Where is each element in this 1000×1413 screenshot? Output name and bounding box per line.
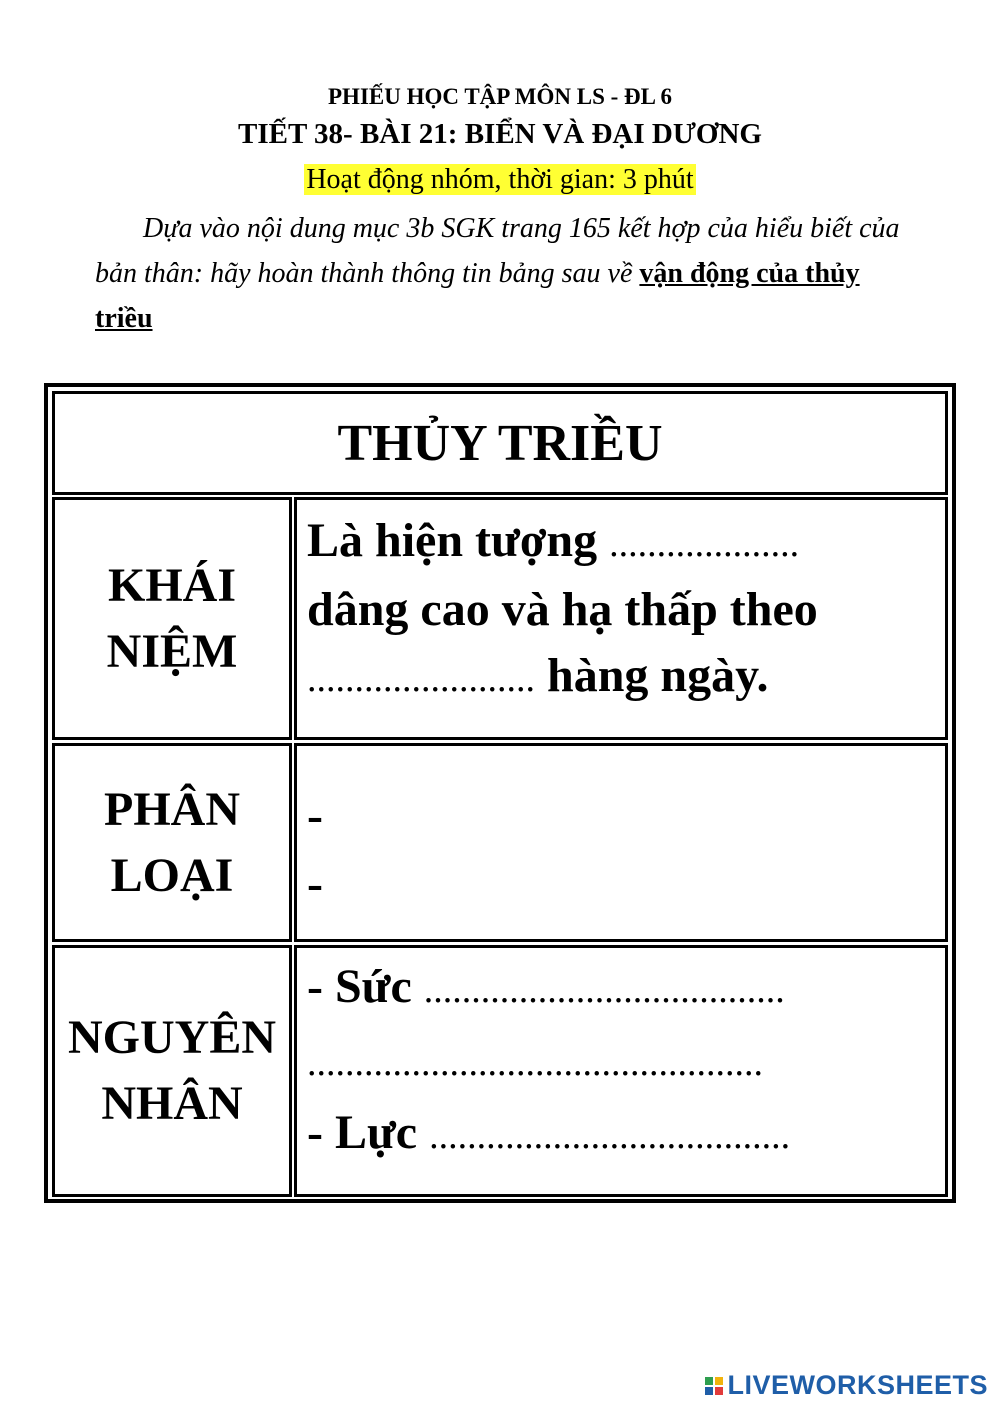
blank-dots[interactable]: ...................................... xyxy=(429,1115,791,1157)
logo-text: LIVEWORKSHEETS xyxy=(727,1370,988,1400)
row-label-line: KHÁI xyxy=(107,558,236,612)
cause-line-1 xyxy=(307,952,945,1025)
liveworksheets-logo[interactable] xyxy=(705,1370,988,1401)
row-label-line: NHÂN xyxy=(101,1077,243,1130)
instruction-topic: vận động của thủy triều xyxy=(95,258,860,334)
instruction-text: Dựa vào nội dung mục 3b SGK trang 165 kết hợp của hiểu biết của bản thân: hãy hoàn thành thông tin bảng sau về xyxy=(95,213,900,289)
row-label-cause xyxy=(52,945,292,1197)
tide-table xyxy=(44,383,956,1203)
cause-text: - Lực xyxy=(307,1106,418,1159)
worksheet-subtitle: PHIẾU HỌC TẬP MÔN LS - ĐL 6 xyxy=(328,84,672,109)
row-label-line: LOẠI xyxy=(110,848,234,902)
concept-line-1 xyxy=(307,508,945,577)
cause-answer-cell[interactable] xyxy=(294,945,948,1197)
activity-highlight: Hoạt động nhóm, thời gian: 3 phút xyxy=(306,164,694,195)
classification-answer-cell[interactable] xyxy=(294,743,948,942)
classification-item: - xyxy=(307,789,323,842)
blank-dots[interactable]: .................... xyxy=(609,523,800,565)
blank-dots[interactable]: ........................ xyxy=(307,658,535,700)
concept-line-2: dâng cao và hạ thấp theo xyxy=(307,583,818,636)
blank-dots[interactable]: ...................................... xyxy=(423,969,785,1011)
worksheet-title: TIẾT 38- BÀI 21: BIỂN VÀ ĐẠI DƯƠNG xyxy=(238,118,762,150)
activity-line xyxy=(0,164,1000,196)
table-heading: THỦY TRIỀU xyxy=(52,391,948,495)
liveworksheets-icon xyxy=(705,1377,723,1395)
concept-text: hàng ngày. xyxy=(547,649,769,702)
row-label-line: NGUYÊN xyxy=(67,1011,276,1064)
concept-text: Là hiện tượng xyxy=(307,514,598,567)
row-label-classification xyxy=(52,743,292,942)
row-label-line: PHÂN xyxy=(104,782,240,836)
instruction-paragraph xyxy=(95,206,915,341)
row-label-concept xyxy=(52,497,292,740)
cause-text: - Sức xyxy=(307,960,412,1013)
cause-line-3 xyxy=(307,1098,945,1171)
classification-item: - xyxy=(307,857,323,910)
blank-dots[interactable]: ................................................ xyxy=(307,1042,763,1084)
cause-line-2 xyxy=(307,1025,945,1098)
row-label-line: NIỆM xyxy=(106,624,238,678)
concept-answer-cell[interactable] xyxy=(294,497,948,740)
concept-line-3 xyxy=(307,643,945,712)
